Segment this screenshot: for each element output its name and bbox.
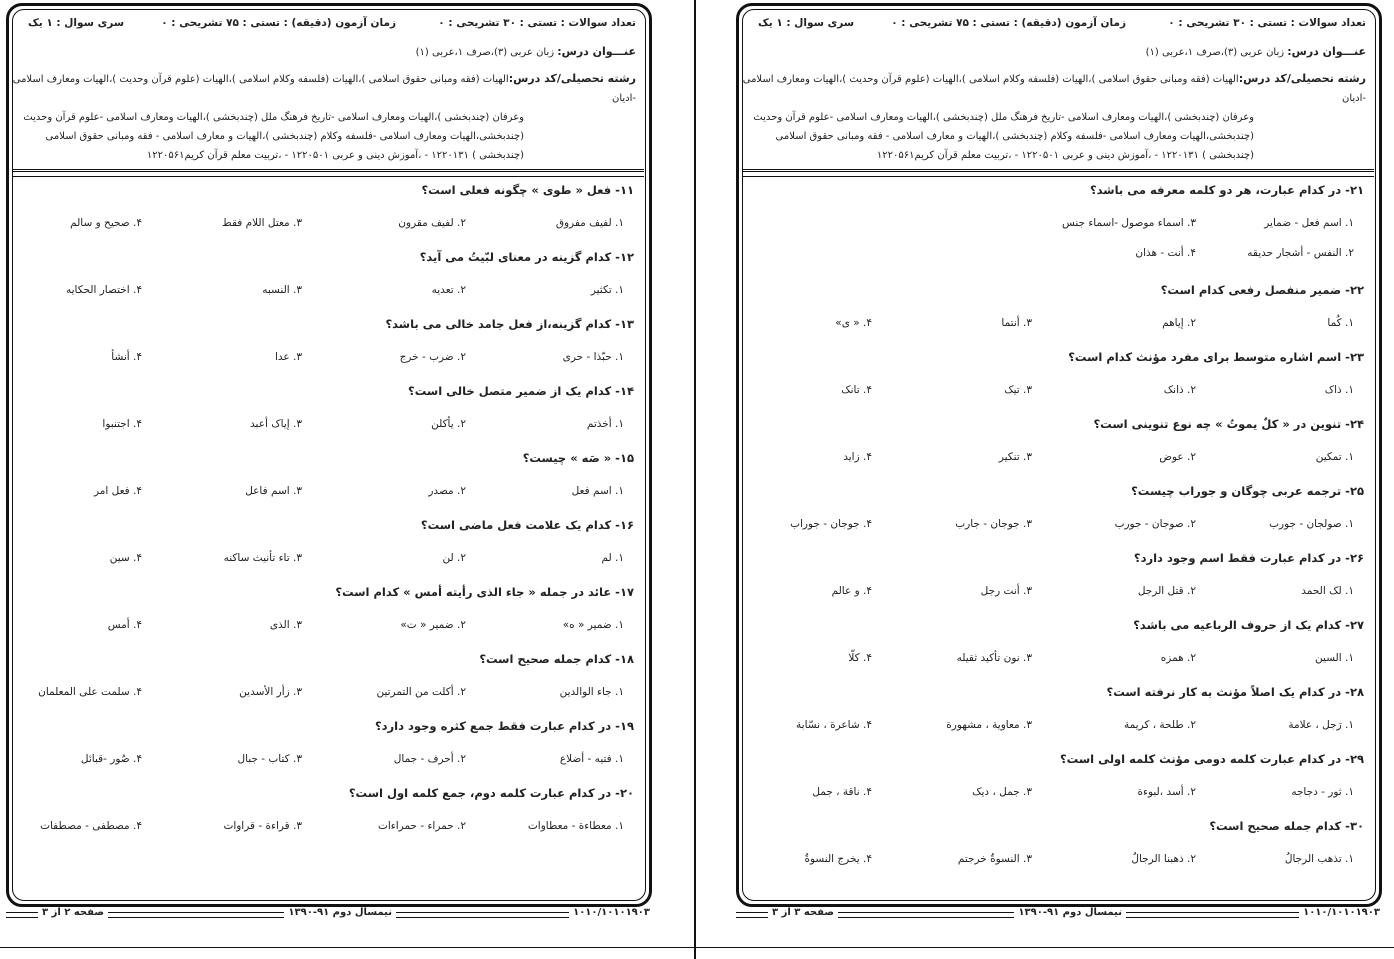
answer-option[interactable]: ۳. تاء تأنیث ساکنه	[223, 552, 302, 564]
term-label: نیمسال دوم ۹۱-۱۳۹۰	[1014, 907, 1126, 918]
answer-options	[14, 217, 634, 237]
exam-header	[736, 3, 1376, 169]
answer-option[interactable]: ۴. اجتنبوا	[102, 418, 142, 430]
answer-option[interactable]: ۴. ناقة ، جمل	[812, 786, 872, 798]
question-stem: ۲۲- ضمیر منفصل رفعی کدام است؟	[1160, 283, 1364, 297]
course-code: ۱۰۱۰/۱۰۱۰۱۹۰۳	[569, 907, 654, 918]
question-count: تعداد سوالات : تستی : ۳۰ تشریحی : ۰	[1168, 17, 1366, 29]
answer-option[interactable]: ۲. صوجان - جورب	[1114, 518, 1196, 530]
question-stem: ۱۴- کدام یک از ضمیر متصل خالی است؟	[408, 384, 634, 398]
answer-option[interactable]: ۲. تعدیه	[431, 284, 466, 296]
answer-option[interactable]: ۴. شاعرة ، نسّابة	[796, 719, 872, 731]
question-stem: ۲۰- در کدام عبارت کلمه دوم، جمع کلمه اول است؟	[348, 786, 634, 800]
answer-options	[14, 418, 634, 438]
answer-option[interactable]: ۲. ضمیر « ت»	[400, 619, 466, 631]
answer-option[interactable]: ۱. جاء الوالدین	[559, 686, 624, 698]
question-item	[744, 283, 1364, 350]
answer-options	[14, 753, 634, 773]
answer-option[interactable]: ۳. أنت رجل	[980, 585, 1032, 597]
answer-option[interactable]: ۴. زاید	[843, 451, 872, 463]
question-item	[744, 685, 1364, 752]
answer-option[interactable]: ۲. لفیف مقرون	[398, 217, 466, 229]
bottom-rule	[0, 947, 1394, 948]
answer-options	[14, 820, 634, 840]
question-stem: ۱۶- کدام یک علامت فعل ماضی است؟	[420, 518, 634, 532]
course-title: عنـــوان درس: زبان عربی (۳)،صرف ۱،عربی (۱)	[415, 45, 636, 58]
answer-option[interactable]: ۴. سین	[109, 552, 142, 564]
answer-option[interactable]: ۲. ضرب - خرج	[399, 351, 466, 363]
question-stem: ۲۳- اسم اشاره متوسط برای مفرد مؤنث کدام است؟	[1068, 350, 1364, 364]
question-series: سری سوال : ۱ یک	[758, 17, 855, 29]
answer-option[interactable]: ۲. عوض	[1159, 451, 1196, 463]
question-stem: ۱۲- کدام گزینه در معنای لبّیتُ می آید؟	[419, 250, 634, 264]
answer-option[interactable]: ۱. ذاک	[1324, 384, 1354, 396]
answer-options	[744, 317, 1364, 337]
answer-option[interactable]: ۱. کُما	[1327, 317, 1354, 329]
question-item	[744, 618, 1364, 685]
question-stem: ۲۸- در کدام یک اصلاً مؤنث به کار نرفته است؟	[1106, 685, 1364, 699]
answer-option[interactable]: ۳. اسماء موصول -اسماء جنس	[1061, 217, 1196, 229]
question-item	[14, 317, 634, 384]
question-item	[14, 652, 634, 719]
question-stem: ۲۱- در کدام عبارت، هر دو کلمه معرفه می باشد؟	[1089, 183, 1364, 197]
question-stem: ۱۷- عائد در جمله « جاء الذی رأیته أمس » کدام است؟	[335, 585, 634, 599]
answer-option[interactable]: ۲. النفس - أشجار حدیقه	[1247, 247, 1354, 259]
question-stem: ۲۵- ترجمه عربی چوگان و جوراب چیست؟	[1131, 484, 1364, 498]
answer-option[interactable]: ۳. کتاب - جبال	[237, 753, 302, 765]
answer-option[interactable]: ۳. إیاک أعبد	[250, 418, 302, 430]
answer-option[interactable]: ۴. کلّا	[848, 652, 872, 664]
question-stem: ۲۹- در کدام عبارت کلمه دومی مؤنث کلمه اولی است؟	[1059, 752, 1364, 766]
question-stem: ۱۳- کدام گزینه،از فعل جامد خالی می باشد؟	[385, 317, 634, 331]
page-divider	[694, 0, 696, 959]
question-item	[14, 786, 634, 853]
answer-option[interactable]: ۱. ثور - دجاجه	[1291, 786, 1354, 798]
answer-option[interactable]: ۴. اختصار الحکایه	[65, 284, 142, 296]
answer-option[interactable]: ۱. فتیه - أضلاع	[559, 753, 624, 765]
answer-option[interactable]: ۱. اسم فعل	[571, 485, 624, 497]
exam-time: زمان آزمون (دقیقه) : تستی : ۷۵ تشریحی : ۰	[891, 17, 1126, 29]
answer-option[interactable]: ۱. رَجل ، علامة	[1288, 719, 1354, 731]
answer-option[interactable]: ۲. أکلت من التمرتین	[376, 686, 466, 698]
answer-option[interactable]: ۳. أنتما	[1001, 317, 1032, 329]
question-item	[14, 719, 634, 786]
header-divider	[742, 169, 1374, 177]
answer-option[interactable]: ۱. لک الحمد	[1301, 585, 1354, 597]
answer-option[interactable]: ۱. تکثیر	[590, 284, 624, 296]
answer-option[interactable]: ۳. جوجان - جارب	[955, 518, 1032, 530]
answer-option[interactable]: ۴. أمس	[107, 619, 142, 631]
page-footer	[736, 907, 1384, 923]
question-stem: ۲۴- تنوین در « کلٌ یموتُ » چه نوع تنوینی است؟	[1093, 417, 1364, 431]
question-stem: ۲۶- در کدام عبارت فقط اسم وجود دارد؟	[1133, 551, 1364, 565]
answer-option[interactable]: ۳. اسم فاعل	[245, 485, 302, 497]
question-series: سری سوال : ۱ یک	[28, 17, 125, 29]
answer-option[interactable]: ۱. اسم فعل - ضمایر	[1264, 217, 1354, 229]
answer-option[interactable]: ۳. الذی	[269, 619, 302, 631]
question-item	[14, 585, 634, 652]
answer-option[interactable]: ۲. یأکلن	[431, 418, 466, 430]
question-count: تعداد سوالات : تستی : ۳۰ تشریحی : ۰	[438, 17, 636, 29]
answer-option[interactable]: ۱. أخذتم	[586, 418, 624, 430]
course-field: رشته تحصیلی/کد درس:الهیات (فقه ومبانی حقوق اسلامی )،الهیات (فلسفه وکلام اسلامی )،الهیات (علوم قرآن وحدیث )،الهیات ومعارف اسلامی -ادیان وعرفان (چندبخشی )،الهیات ومعارف اسلامی -تاریخ فرهنگ ملل (چندبخشی )،الهیات ومعارف اسلامی -علوم قرآن وحدیث (چندبخشی،الهیات ومعارف اسلامی -فلسفه وکلام (چندبخشی )،الهیات و معارف اسلامی - فقه ومبانی حقوق اسلامی (چندبخشی ) ۱۲۲۰۱۳۱ - ،آموزش دینی و عربی ۱۲۲۰۵۰۱ - ،تربیت معلم قرآن کریم۱۲۲۰۵۶۱	[742, 72, 1366, 161]
answer-options	[744, 585, 1364, 605]
question-stem: ۳۰- کدام جمله صحیح است؟	[1209, 819, 1364, 833]
answer-options	[744, 853, 1364, 873]
answer-option[interactable]: ۴. صحیح و سالم	[70, 217, 142, 229]
answer-option[interactable]: ۳. معاویة ، مشهورة	[946, 719, 1032, 731]
answer-option[interactable]: ۴. أنشأ	[111, 351, 142, 363]
answer-option[interactable]: ۳. معتل اللام فقط	[222, 217, 302, 229]
answer-options	[744, 652, 1364, 672]
answer-options	[744, 451, 1364, 471]
answer-options	[744, 518, 1364, 538]
answer-options	[744, 786, 1364, 806]
answer-option[interactable]: ۳. جمل ، دیک	[972, 786, 1032, 798]
course-title: عنـــوان درس: زبان عربی (۳)،صرف ۱،عربی (۱)	[1145, 45, 1366, 58]
answer-options	[744, 217, 1364, 277]
answer-option[interactable]: ۲. لن	[442, 552, 466, 564]
answer-option[interactable]: ۲. طلحة ، کریمة	[1123, 719, 1196, 731]
answer-option[interactable]: ۲. إیاهم	[1162, 317, 1196, 329]
question-item	[744, 551, 1364, 618]
term-label: نیمسال دوم ۹۱-۱۳۹۰	[284, 907, 396, 918]
answer-option[interactable]: ۱. صولجان - جورب	[1269, 518, 1354, 530]
answer-options	[744, 719, 1364, 739]
answer-option[interactable]: ۴. فعل امر	[93, 485, 142, 497]
question-item	[744, 484, 1364, 551]
answer-options	[14, 485, 634, 505]
question-item	[744, 350, 1364, 417]
answer-option[interactable]: ۴. صُور -قبائل	[80, 753, 142, 765]
exam-header	[6, 3, 646, 169]
answer-options	[14, 686, 634, 706]
question-item	[744, 752, 1364, 819]
answer-option[interactable]: ۱. لفیف مفروق	[555, 217, 624, 229]
answer-option[interactable]: ۱. معطاءة - معطاوات	[527, 820, 624, 832]
answer-option[interactable]: ۳. زأر الأسدین	[239, 686, 302, 698]
question-stem: ۱۹- در کدام عبارت فقط جمع کثره وجود دارد؟	[374, 719, 634, 733]
answer-option[interactable]: ۴. و عالم	[831, 585, 872, 597]
question-item	[744, 183, 1364, 259]
exam-time: زمان آزمون (دقیقه) : تستی : ۷۵ تشریحی : ۰	[161, 17, 396, 29]
question-stem: ۱۵- « صَه » چیست؟	[522, 451, 634, 465]
answer-options	[14, 351, 634, 371]
answer-option[interactable]: ۲. أسد ،لبوءة	[1137, 786, 1196, 798]
answer-option[interactable]: ۳. النسوةُ خرجتم	[957, 853, 1032, 865]
answer-option[interactable]: ۲. أحرف - جمال	[393, 753, 466, 765]
exam-page-left	[6, 3, 654, 923]
answer-option[interactable]: ۳. قراءة - قراوات	[223, 820, 302, 832]
answer-option[interactable]: ۳. عدا	[274, 351, 302, 363]
question-item	[744, 819, 1364, 886]
answer-option[interactable]: ۲. ذانک	[1163, 384, 1196, 396]
answer-option[interactable]: ۳. نون تأکید ثقیله	[956, 652, 1032, 664]
question-item	[14, 451, 634, 518]
answer-option[interactable]: ۴. سلمت علی المعلمان	[38, 686, 142, 698]
question-stem: ۱۸- کدام جمله صحیح است؟	[479, 652, 634, 666]
answer-option[interactable]: ۳. النسبه	[262, 284, 302, 296]
answer-option[interactable]: ۴. یخرج النسوةُ	[804, 853, 872, 865]
answer-options	[14, 284, 634, 304]
answer-option[interactable]: ۲. قتل الرجل	[1137, 585, 1196, 597]
question-item	[14, 384, 634, 451]
answer-option[interactable]: ۱. حبّذا - حری	[562, 351, 624, 363]
answer-options	[14, 552, 634, 572]
answer-options	[744, 384, 1364, 404]
answer-option[interactable]: ۱. ضمیر « ه»	[562, 619, 624, 631]
answer-option[interactable]: ۴. تانک	[841, 384, 872, 396]
answer-option[interactable]: ۱. لم	[601, 552, 624, 564]
answer-option[interactable]: ۴. مصطفی - مصطفات	[40, 820, 142, 832]
question-stem: ۱۱- فعل « طوی » چگونه فعلی است؟	[421, 183, 634, 197]
page-footer	[6, 907, 654, 923]
question-stem: ۲۷- کدام یک از حروف الرباعیه می باشد؟	[1133, 618, 1364, 632]
answer-option[interactable]: ۲. مصدر	[428, 485, 466, 497]
answer-option[interactable]: ۱. تذهب الرجالُ	[1284, 853, 1354, 865]
answer-option[interactable]: ۱. السین	[1315, 652, 1354, 664]
answer-option[interactable]: ۳. تنکیر	[998, 451, 1032, 463]
answer-option[interactable]: ۲. ذهبنا الرجالُ	[1131, 853, 1196, 865]
answer-option[interactable]: ۲. همزه	[1160, 652, 1196, 664]
answer-option[interactable]: ۱. تمکین	[1315, 451, 1354, 463]
exam-page-right	[736, 3, 1384, 923]
course-code: ۱۰۱۰/۱۰۱۰۱۹۰۳	[1299, 907, 1384, 918]
answer-options	[14, 619, 634, 639]
question-item	[14, 250, 634, 317]
answer-option[interactable]: ۴. جوجان - جوراب	[790, 518, 872, 530]
question-item	[14, 518, 634, 585]
page-number: صفحه ۲ از ۳	[38, 907, 108, 918]
course-field: رشته تحصیلی/کد درس:الهیات (فقه ومبانی حقوق اسلامی )،الهیات (فلسفه وکلام اسلامی )،الهیات (علوم قرآن وحدیث )،الهیات ومعارف اسلامی -ادیان وعرفان (چندبخشی )،الهیات ومعارف اسلامی -تاریخ فرهنگ ملل (چندبخشی )،الهیات ومعارف اسلامی -علوم قرآن وحدیث (چندبخشی،الهیات ومعارف اسلامی -فلسفه وکلام (چندبخشی )،الهیات و معارف اسلامی - فقه ومبانی حقوق اسلامی (چندبخشی ) ۱۲۲۰۱۳۱ - ،آموزش دینی و عربی ۱۲۲۰۵۰۱ - ،تربیت معلم قرآن کریم۱۲۲۰۵۶۱	[12, 72, 636, 161]
answer-option[interactable]: ۴. أنت - هذان	[1135, 247, 1196, 259]
answer-option[interactable]: ۲. حمراء - حمراءات	[378, 820, 466, 832]
header-divider	[12, 169, 644, 177]
question-item	[744, 417, 1364, 484]
answer-option[interactable]: ۳. تیک	[1004, 384, 1032, 396]
question-item	[14, 183, 634, 250]
page-number: صفحه ۳ از ۳	[768, 907, 838, 918]
answer-option[interactable]: ۴. « ی»	[835, 317, 872, 329]
